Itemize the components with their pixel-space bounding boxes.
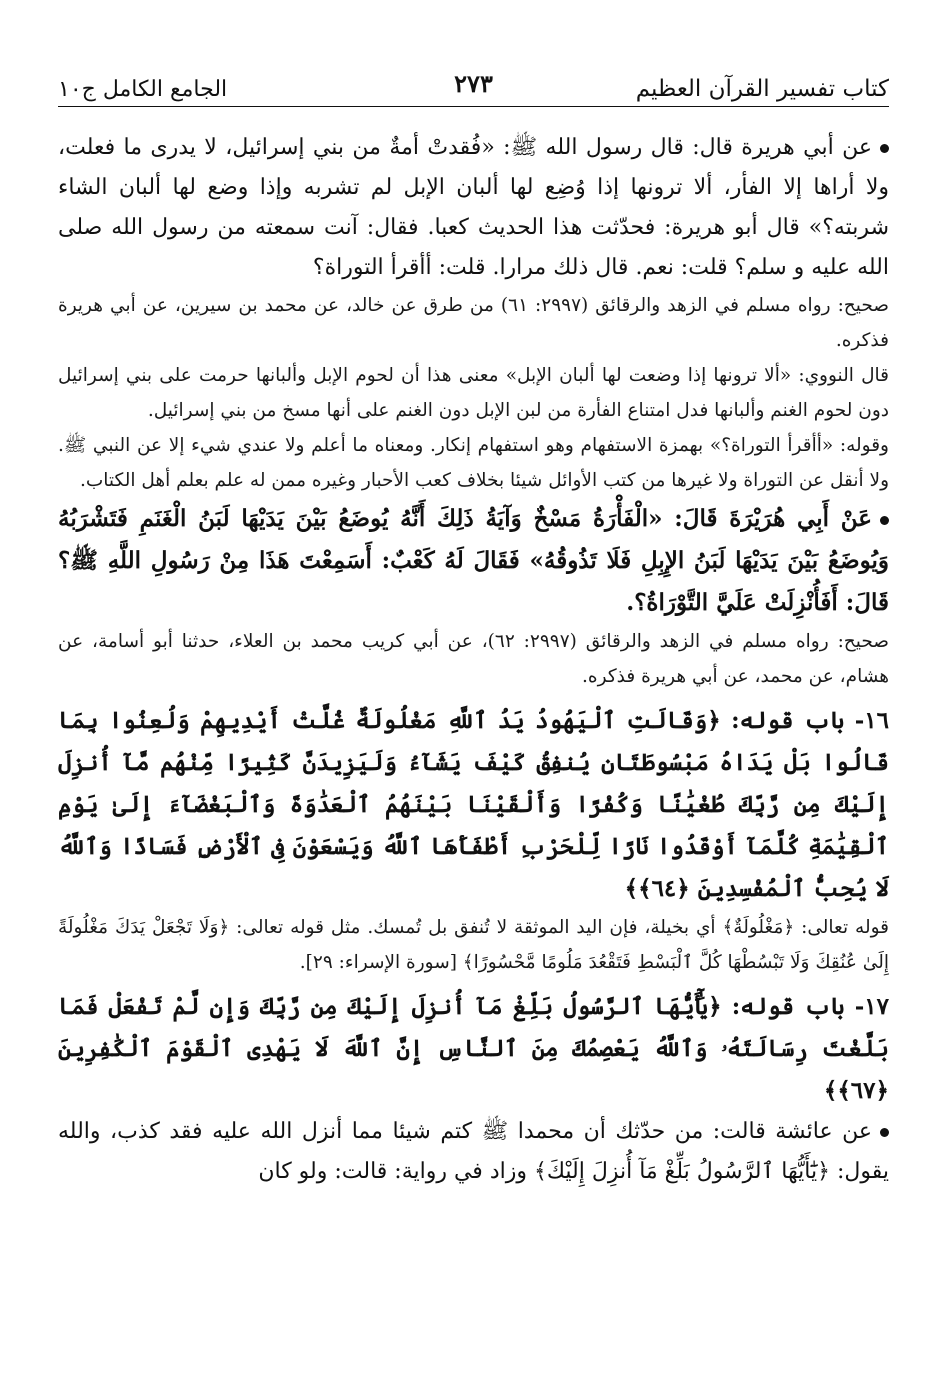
bullet-icon [880,144,889,153]
chapter-label: ١٦- باب قوله: [731,707,889,734]
header-rule [58,106,889,107]
page-content [58,128,889,1192]
commentary-note: وقوله: «أأقرأ التوراة؟» بهمزة الاستفهام وهو استفهام إنكار. ومعناه ما أعلم ولا عندي شيء إلا عن النبي ﷺ. ولا أنقل عن التوراة ولا غيرها من كتب الأوائل شيئا بخلاف كعب الأحبار وغيره ممن له علم بعلم أهل الكتاب. [58,435,889,491]
chapter-heading [58,986,889,1112]
bullet-icon [880,1128,889,1137]
hadith-grade: صحيح: رواه مسلم في الزهد والرقائق (٢٩٩٧: ٦٢)، عن أبي كريب محمد بن العلاء، حدثنا أبو أسامة، عن هشام، عن محمد، عن أبي هريرة فذكره. [58,631,889,687]
hadith-grade: صحيح: رواه مسلم في الزهد والرقائق (٢٩٩٧: ٦١) من طرق عن خالد، عن محمد بن سيرين، عن أبي هريرة فذكره. [58,295,889,351]
page-header [58,58,889,102]
chapter-heading [58,700,889,910]
hadith-paragraph: عَنْ أَبِي هُرَيْرَةَ قَالَ: «الْفَأْرَةُ مَسْخٌ وَآيَةُ ذَلِكَ أَنَّهُ يُوضَعُ بَيْنَ يَدَيْهَا لَبَنُ الْغَنَمِ فَتَشْرَبُهُ وَيُوضَعُ بَيْنَ يَدَيْهَا لَبَنُ الإِبِلِ فَلَا تَذُوقُهُ» فَقَالَ لَهُ كَعْبٌ: أَسَمِعْتَ هَذَا مِنْ رَسُولِ اللَّهِ ﷺ؟ قَالَ: أَفَأُنْزِلَتْ عَلَيَّ التَّوْرَاةُ؟. [58,505,889,616]
commentary-nawawi: قال النووي: «ألا ترونها إذا وضعت لها ألبان الإبل» معنى هذا أن لحوم الإبل وألبانها حرمت على بني إسرائيل دون لحوم الغنم وألبانها فدل امتناع الفأرة من لبن الإبل دون الغنم على أنها مسخ من بني إسرائيل. [58,365,889,421]
running-title: الجامع الكامل ج١٠ [58,77,228,102]
bullet-icon [880,516,889,525]
page-number: ٢٧٣ [454,69,493,98]
hadith-paragraph: عن أبي هريرة قال: قال رسول الله ﷺ: «فُقدتْ أمةٌ من بني إسرائيل، لا يدرى ما فعلت، ولا أراها إلا الفأر، ألا ترونها إذا وُضِع لها ألبان الإبل لم تشربه وإذا وضع لها ألبان الشاء شربته؟» قال أبو هريرة: فحدّثت هذا الحديث كعبا. فقال: آنت سمعته من رسول الله صلى الله عليه و سلم؟ قلت: نعم. قال ذلك مرارا. قلت: أأقرأ التوراة؟ [58,135,889,280]
chapter-label: ١٧- باب قوله: [731,993,890,1020]
quran-verse: ﴿يَٰٓأَيُّهَا ٱلرَّسُولُ بَلِّغْ مَآ أُنزِلَ إِلَيْكَ مِن رَّبِّكَ وَإِن لَّمْ تَفْعَلْ فَمَا بَلَّغْتَ رِسَالَتَهُۥ وَٱللَّهُ يَعْصِمُكَ مِنَ ٱلنَّاسِ إِنَّ ٱللَّهَ لَا يَهْدِى ٱلْقَوْمَ ٱلْكَٰفِرِينَ ﴿٦٧﴾﴾ [58,993,889,1104]
book-title: كتاب تفسير القرآن العظيم [635,76,889,102]
verse-commentary: قوله تعالى: ﴿مَغْلُولَةٌ﴾ أي بخيلة، فإن اليد الموثقة لا تُنفق بل تُمسك. مثل قوله تعالى: ﴿وَلَا تَجْعَلْ يَدَكَ مَغْلُولَةً إِلَىٰ عُنُقِكَ وَلَا تَبْسُطْهَا كُلَّ ٱلْبَسْطِ فَتَقْعُدَ مَلُومًا مَّحْسُورًا﴾ [سورة الإسراء: ٢٩]. [58,917,889,973]
hadith-paragraph: عن عائشة قالت: من حدّثك أن محمدا ﷺ كتم شيئا مما أنزل الله عليه فقد كذب، والله يقول: ﴿يَٰٓأَيُّهَا ٱلرَّسُولُ بَلِّغْ مَآ أُنزِلَ إِلَيْكَ﴾ وزاد في رواية: قالت: ولو كان [58,1119,889,1184]
quran-verse: ﴿وَقَالَتِ ٱلْيَهُودُ يَدُ ٱللَّهِ مَغْلُولَةٌ غُلَّتْ أَيْدِيهِمْ وَلُعِنُوا بِمَا قَالُوا بَلْ يَدَاهُ مَبْسُوطَتَانِ يُنفِقُ كَيْفَ يَشَآءُ وَلَيَزِيدَنَّ كَثِيرًا مِّنْهُم مَّآ أُنزِلَ إِلَيْكَ مِن رَّبِّكَ طُغْيَٰنًا وَكُفْرًا وَأَلْقَيْنَا بَيْنَهُمُ ٱلْعَدَٰوَةَ وَٱلْبَغْضَآءَ إِلَىٰ يَوْمِ ٱلْقِيَٰمَةِ كُلَّمَآ أَوْقَدُوا نَارًا لِّلْحَرْبِ أَطْفَأَهَا ٱللَّهُ وَيَسْعَوْنَ فِى ٱلْأَرْضِ فَسَادًا وَٱللَّهُ لَا يُحِبُّ ٱلْمُفْسِدِينَ ﴿٦٤﴾﴾ [58,707,889,902]
